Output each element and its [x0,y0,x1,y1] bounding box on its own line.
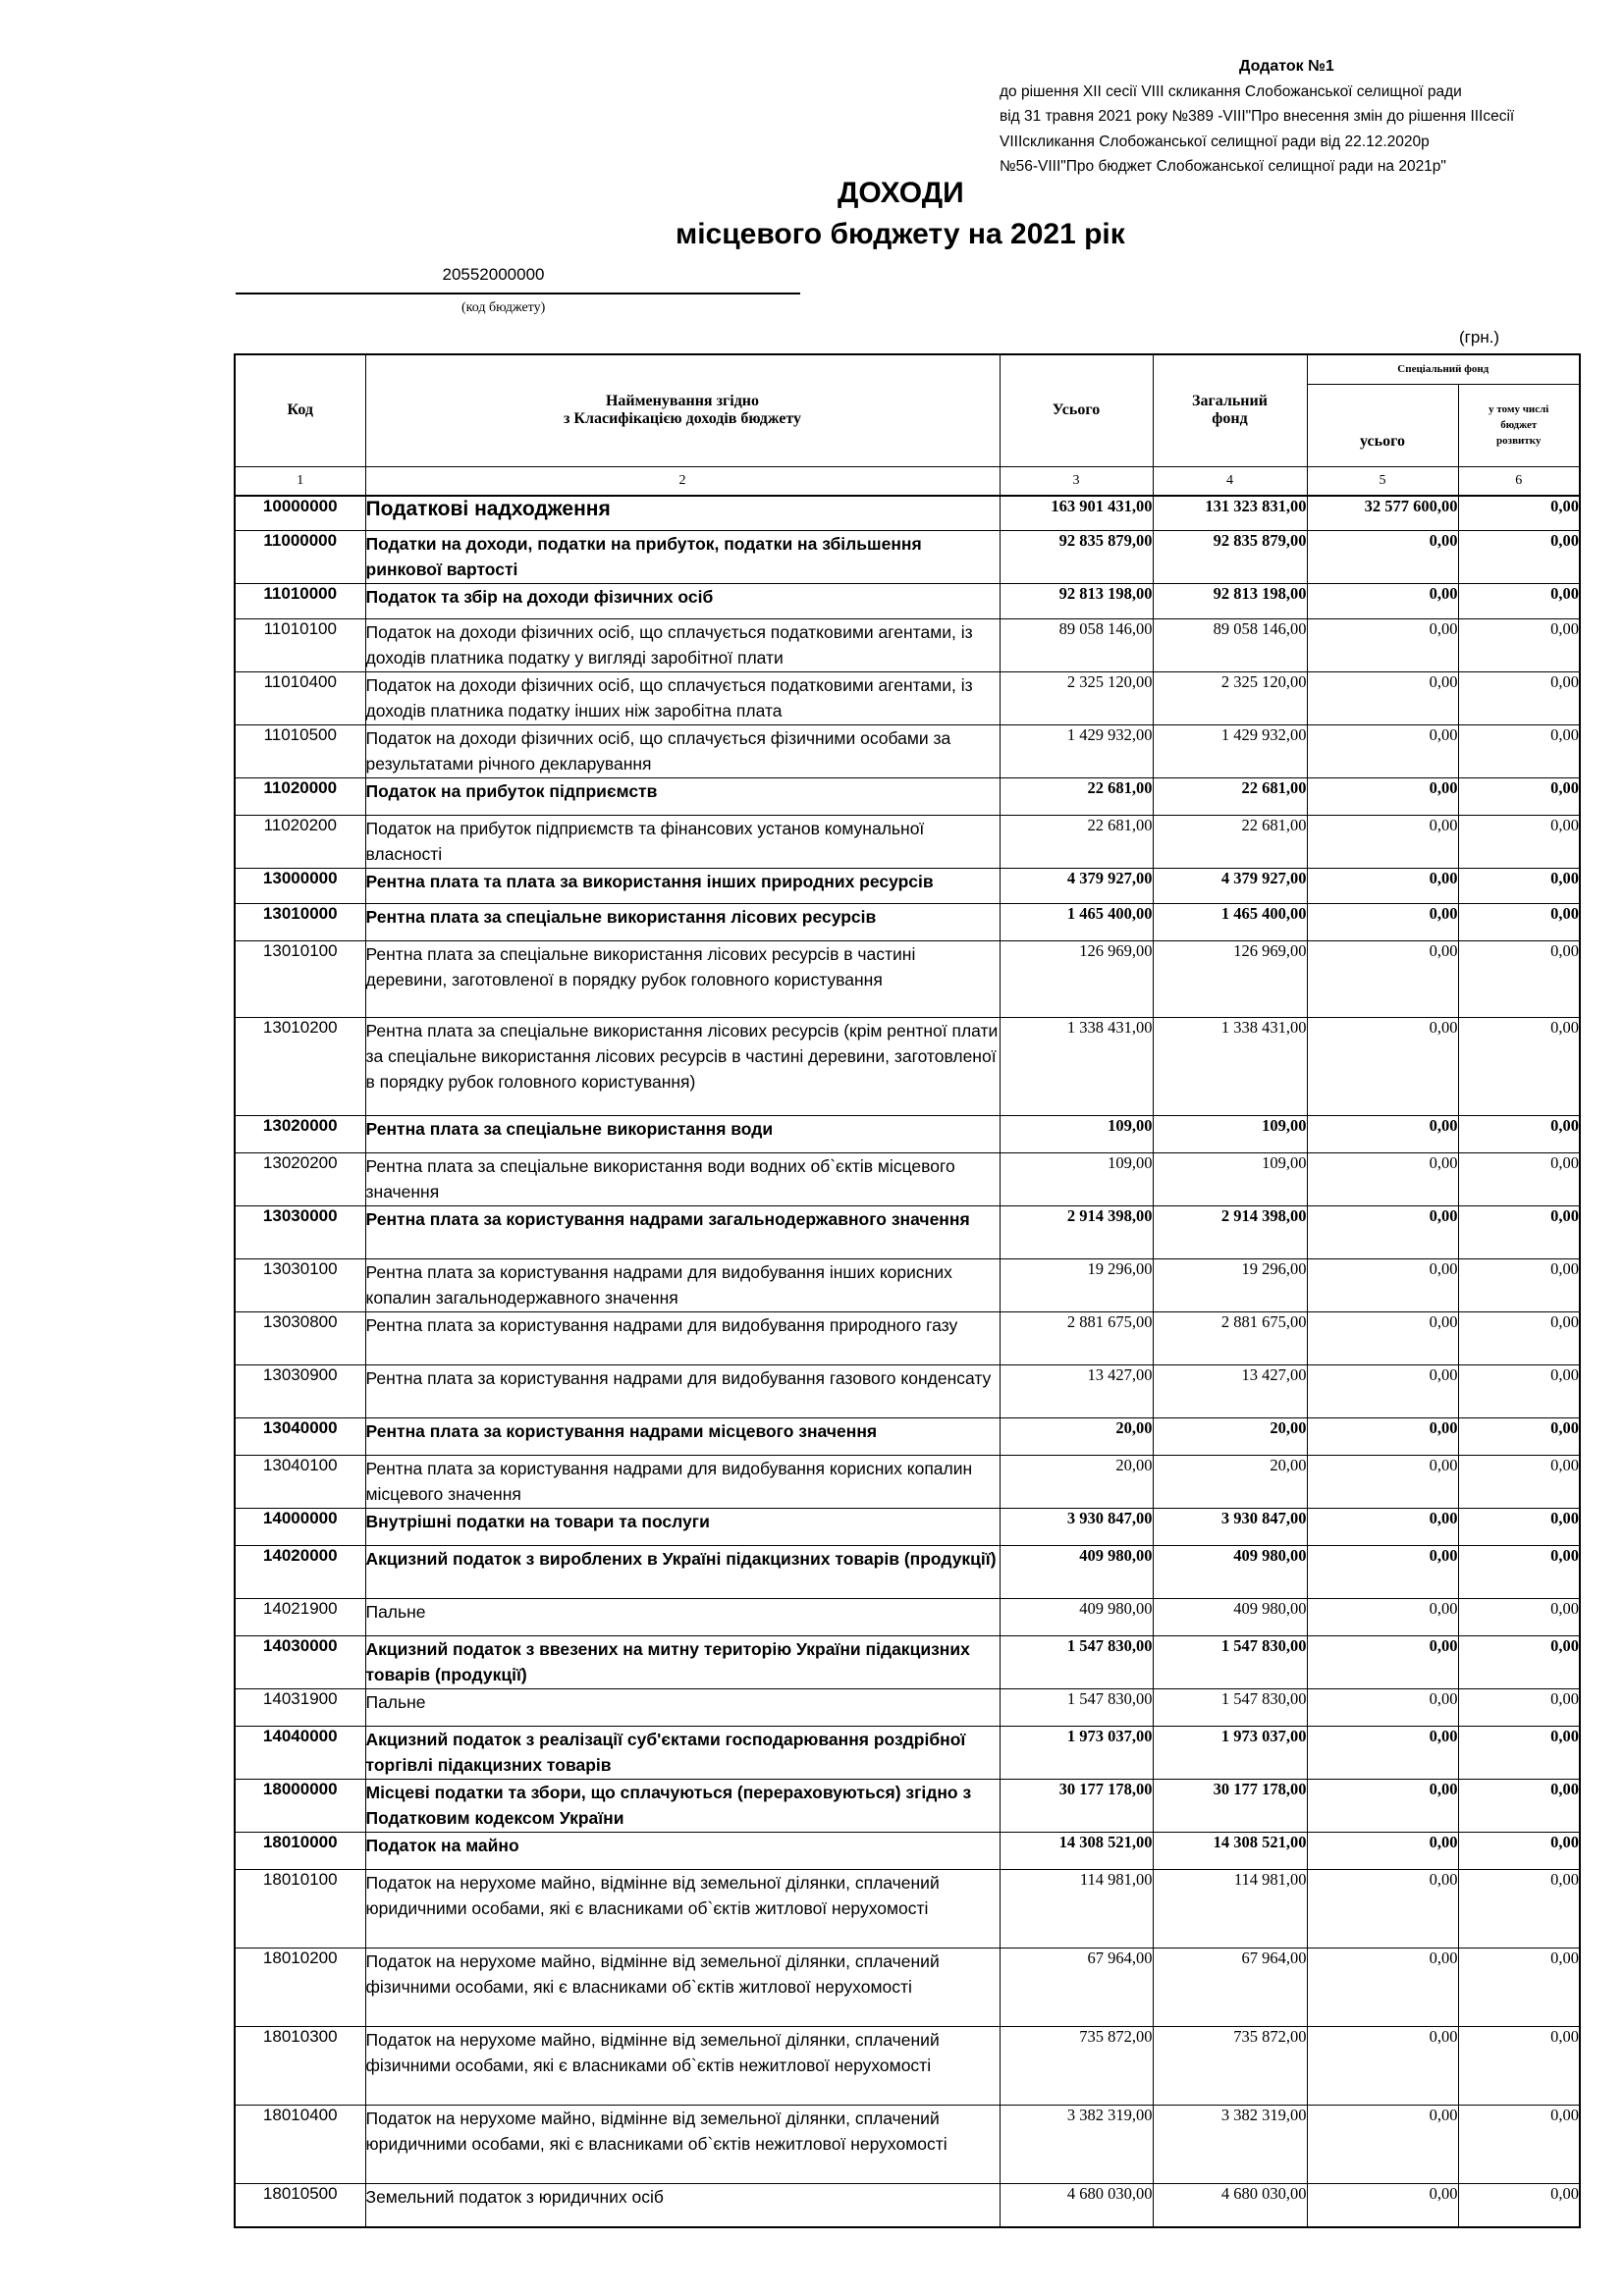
general-fund-cell: 1 547 830,00 [1153,1636,1307,1689]
name-cell: Податок на доходи фізичних осіб, що сплачується податковими агентами, із доходів платника податку у вигляді заробітної плати [365,619,1000,672]
code-cell: 18010500 [235,2184,365,2227]
header-special-fund: Спеціальний фонд [1307,354,1580,384]
special-fund-cell: 0,00 [1307,531,1458,584]
name-cell: Податки на доходи, податки на прибуток, податки на збільшення ринкової вартості [365,531,1000,584]
general-fund-cell: 14 308 521,00 [1153,1833,1307,1870]
special-fund-cell: 0,00 [1307,1949,1458,2027]
name-cell: Рентна плата за користування надрами загальнодержавного значення [365,1206,1000,1259]
special-fund-cell: 0,00 [1307,1833,1458,1870]
special-fund-cell: 0,00 [1307,1418,1458,1456]
header-code: Код [235,354,365,466]
table-row [235,904,1580,941]
special-fund-cell: 0,00 [1307,1018,1458,1116]
development-budget-cell: 0,00 [1458,1365,1580,1418]
special-fund-cell: 0,00 [1307,1365,1458,1418]
header-name [365,354,1000,466]
general-fund-cell: 2 325 120,00 [1153,672,1307,725]
special-fund-cell: 0,00 [1307,1727,1458,1780]
general-fund-cell: 22 681,00 [1153,816,1307,869]
code-cell: 18000000 [235,1780,365,1833]
code-cell: 11010400 [235,672,365,725]
addendum-block [1000,54,1589,180]
total-cell: 114 981,00 [1000,1870,1153,1949]
table-row [235,1870,1580,1949]
name-cell: Рентна плата за спеціальне використання води [365,1116,1000,1153]
general-fund-cell: 409 980,00 [1153,1546,1307,1599]
budget-code [236,265,800,294]
total-cell: 1 547 830,00 [1000,1689,1153,1727]
special-fund-cell: 0,00 [1307,725,1458,778]
code-cell: 13040100 [235,1456,365,1509]
name-cell: Рентна плата за користування надрами для видобування газового конденсату [365,1365,1000,1418]
general-fund-cell: 1 429 932,00 [1153,725,1307,778]
general-fund-cell: 3 382 319,00 [1153,2106,1307,2184]
general-fund-cell: 1 465 400,00 [1153,904,1307,941]
name-cell: Податок на нерухоме майно, відмінне від земельної ділянки, сплачений юридичними особами, які є власниками об`єктів житлової нерухомості [365,1870,1000,1949]
currency-unit: (грн.) [1459,328,1500,347]
code-cell: 14030000 [235,1636,365,1689]
general-fund-cell: 3 930 847,00 [1153,1509,1307,1546]
code-cell: 13000000 [235,869,365,904]
special-fund-cell: 0,00 [1307,1312,1458,1365]
development-budget-cell: 0,00 [1458,725,1580,778]
development-budget-cell: 0,00 [1458,1259,1580,1312]
name-cell: Рентна плата та плата за використання інших природних ресурсів [365,869,1000,904]
header-dev-line: у тому числі [1489,403,1549,415]
special-fund-cell: 0,00 [1307,778,1458,816]
general-fund-cell: 126 969,00 [1153,941,1307,1018]
development-budget-cell: 0,00 [1458,1418,1580,1456]
total-cell: 19 296,00 [1000,1259,1153,1312]
general-fund-cell: 1 338 431,00 [1153,1018,1307,1116]
table-row [235,1259,1580,1312]
name-cell: Пальне [365,1689,1000,1727]
total-cell: 3 382 319,00 [1000,2106,1153,2184]
name-cell: Рентна плата за користування надрами для видобування природного газу [365,1312,1000,1365]
document-subtitle: місцевого бюджету на 2021 рік [676,218,1125,250]
table-row [235,1780,1580,1833]
table-row [235,1116,1580,1153]
name-cell: Податок на майно [365,1833,1000,1870]
table-row [235,1599,1580,1636]
total-cell: 109,00 [1000,1116,1153,1153]
total-cell: 4 379 927,00 [1000,869,1153,904]
code-cell: 13010000 [235,904,365,941]
name-cell: Податок на доходи фізичних осіб, що сплачується фізичними особами за результатами річного декларування [365,725,1000,778]
development-budget-cell: 0,00 [1458,1116,1580,1153]
code-cell: 13030800 [235,1312,365,1365]
name-cell: Акцизний податок з реалізації суб'єктами господарювання роздрібної торгівлі підакцизних товарів [365,1727,1000,1780]
special-fund-cell: 0,00 [1307,1116,1458,1153]
column-number: 4 [1153,466,1307,496]
development-budget-cell: 0,00 [1458,1833,1580,1870]
special-fund-cell: 0,00 [1307,1456,1458,1509]
code-cell: 18010400 [235,2106,365,2184]
development-budget-cell: 0,00 [1458,1546,1580,1599]
code-cell: 13040000 [235,1418,365,1456]
total-cell: 20,00 [1000,1418,1153,1456]
general-fund-cell: 114 981,00 [1153,1870,1307,1949]
header-general-fund [1153,354,1307,466]
total-cell: 13 427,00 [1000,1365,1153,1418]
table-row [235,1689,1580,1727]
special-fund-cell: 0,00 [1307,816,1458,869]
general-fund-cell: 20,00 [1153,1456,1307,1509]
total-cell: 89 058 146,00 [1000,619,1153,672]
name-cell: Рентна плата за спеціальне використання лісових ресурсів в частині деревини, заготовленої в порядку рубок головного користування [365,941,1000,1018]
development-budget-cell: 0,00 [1458,1949,1580,2027]
special-fund-cell: 32 577 600,00 [1307,496,1458,531]
code-cell: 11000000 [235,531,365,584]
code-cell: 18010100 [235,1870,365,1949]
general-fund-cell: 89 058 146,00 [1153,619,1307,672]
code-cell: 13020200 [235,1153,365,1206]
special-fund-cell: 0,00 [1307,1509,1458,1546]
total-cell: 20,00 [1000,1456,1153,1509]
total-cell: 1 547 830,00 [1000,1636,1153,1689]
addendum-title: Додаток №1 [1239,58,1334,75]
total-cell: 1 429 932,00 [1000,725,1153,778]
header-name-line: Найменування згідно [605,393,760,410]
general-fund-cell: 2 914 398,00 [1153,1206,1307,1259]
header-dev-line: розвитку [1496,435,1542,447]
table-row [235,496,1580,531]
code-cell: 14031900 [235,1689,365,1727]
table-body [235,496,1580,2227]
general-fund-cell: 4 680 030,00 [1153,2184,1307,2227]
code-cell: 14021900 [235,1599,365,1636]
name-cell: Рентна плата за користування надрами для видобування корисних копалин місцевого значення [365,1456,1000,1509]
name-cell: Рентна плата за користування надрами для видобування інших корисних копалин загальнодержавного значення [365,1259,1000,1312]
special-fund-cell: 0,00 [1307,869,1458,904]
special-fund-cell: 0,00 [1307,941,1458,1018]
column-number: 2 [365,466,1000,496]
column-number: 1 [235,466,365,496]
table-row [235,1365,1580,1418]
code-cell: 11020000 [235,778,365,816]
header-name-line: з Класифікацією доходів бюджету [564,410,801,428]
name-cell: Податкові надходження [365,496,1000,531]
header-special-total: усього [1307,384,1458,466]
column-number: 6 [1458,466,1580,496]
total-cell: 22 681,00 [1000,816,1153,869]
development-budget-cell: 0,00 [1458,1312,1580,1365]
development-budget-cell: 0,00 [1458,1780,1580,1833]
general-fund-cell: 22 681,00 [1153,778,1307,816]
special-fund-cell: 0,00 [1307,1636,1458,1689]
development-budget-cell: 0,00 [1458,1636,1580,1689]
total-cell: 409 980,00 [1000,1546,1153,1599]
table-row [235,1456,1580,1509]
addendum-line: від 31 травня 2021 року №389 -VIII"Про внесення змін до рішення IIIсесії [1000,108,1515,125]
column-number: 5 [1307,466,1458,496]
general-fund-cell: 109,00 [1153,1116,1307,1153]
addendum-line: до рішення XII сесії VIII скликання Слобожанської селищної ради [1000,82,1462,100]
total-cell: 126 969,00 [1000,941,1153,1018]
development-budget-cell: 0,00 [1458,1599,1580,1636]
total-cell: 109,00 [1000,1153,1153,1206]
table-row [235,672,1580,725]
table-row [235,531,1580,584]
column-number: 3 [1000,466,1153,496]
name-cell: Місцеві податки та збори, що сплачуються (перераховуються) згідно з Податковим кодексом України [365,1780,1000,1833]
code-cell: 14040000 [235,1727,365,1780]
name-cell: Податок на нерухоме майно, відмінне від земельної ділянки, сплачений фізичними особами, які є власниками об`єктів нежитлової нерухомості [365,2027,1000,2106]
code-cell: 13030000 [235,1206,365,1259]
code-cell: 11010000 [235,584,365,619]
general-fund-cell: 109,00 [1153,1153,1307,1206]
development-budget-cell: 0,00 [1458,1727,1580,1780]
table-row [235,1949,1580,2027]
code-cell: 13020000 [235,1116,365,1153]
code-cell: 13030100 [235,1259,365,1312]
development-budget-cell: 0,00 [1458,1870,1580,1949]
addendum-line: VIIIскликання Слобожанської селищної ради від 22.12.2020р [1000,133,1430,150]
special-fund-cell: 0,00 [1307,904,1458,941]
total-cell: 4 680 030,00 [1000,2184,1153,2227]
code-cell: 11010100 [235,619,365,672]
name-cell: Земельний податок з юридичних осіб [365,2184,1000,2227]
name-cell: Акцизний податок з вироблених в Україні підакцизних товарів (продукції) [365,1546,1000,1599]
general-fund-cell: 1 547 830,00 [1153,1689,1307,1727]
code-cell: 14020000 [235,1546,365,1599]
table-row [235,2184,1580,2227]
header-total: Усього [1000,354,1153,466]
name-cell: Податок на прибуток підприємств та фінансових установ комунальної власності [365,816,1000,869]
general-fund-cell: 735 872,00 [1153,2027,1307,2106]
table-row [235,1833,1580,1870]
table-row [235,941,1580,1018]
table-row [235,1153,1580,1206]
general-fund-cell: 13 427,00 [1153,1365,1307,1418]
addendum-line: №56-VIII"Про бюджет Слобожанської селищної ради на 2021р" [1000,158,1446,175]
general-fund-cell: 20,00 [1153,1418,1307,1456]
total-cell: 67 964,00 [1000,1949,1153,2027]
general-fund-cell: 19 296,00 [1153,1259,1307,1312]
general-fund-cell: 92 813 198,00 [1153,584,1307,619]
code-cell: 18010300 [235,2027,365,2106]
header-general-line: фонд [1212,410,1248,428]
special-fund-cell: 0,00 [1307,1259,1458,1312]
development-budget-cell: 0,00 [1458,672,1580,725]
total-cell: 1 338 431,00 [1000,1018,1153,1116]
total-cell: 1 973 037,00 [1000,1727,1153,1780]
total-cell: 735 872,00 [1000,2027,1153,2106]
table-row [235,1018,1580,1116]
code-cell: 11020200 [235,816,365,869]
development-budget-cell: 0,00 [1458,1456,1580,1509]
special-fund-cell: 0,00 [1307,619,1458,672]
development-budget-cell: 0,00 [1458,584,1580,619]
table-row [235,778,1580,816]
total-cell: 30 177 178,00 [1000,1780,1153,1833]
development-budget-cell: 0,00 [1458,816,1580,869]
code-cell: 18010000 [235,1833,365,1870]
table-row [235,1509,1580,1546]
development-budget-cell: 0,00 [1458,869,1580,904]
general-fund-cell: 1 973 037,00 [1153,1727,1307,1780]
table-row [235,1546,1580,1599]
code-cell: 13030900 [235,1365,365,1418]
revenue-table [234,353,1581,2228]
development-budget-cell: 0,00 [1458,619,1580,672]
code-cell: 18010200 [235,1949,365,2027]
name-cell: Рентна плата за спеціальне використання лісових ресурсів [365,904,1000,941]
name-cell: Внутрішні податки на товари та послуги [365,1509,1000,1546]
total-cell: 3 930 847,00 [1000,1509,1153,1546]
name-cell: Пальне [365,1599,1000,1636]
table-row [235,1312,1580,1365]
development-budget-cell: 0,00 [1458,2184,1580,2227]
budget-code-note: (код бюджету) [461,300,546,315]
table-row [235,816,1580,869]
header-general-line: Загальний [1192,393,1268,410]
table-row [235,619,1580,672]
development-budget-cell: 0,00 [1458,941,1580,1018]
special-fund-cell: 0,00 [1307,1206,1458,1259]
general-fund-cell: 131 323 831,00 [1153,496,1307,531]
development-budget-cell: 0,00 [1458,904,1580,941]
total-cell: 92 813 198,00 [1000,584,1153,619]
code-cell: 11010500 [235,725,365,778]
header-dev-line: бюджет [1500,419,1538,431]
table-row [235,869,1580,904]
header-special-development [1458,384,1580,466]
budget-code-value: 20552000000 [442,265,545,284]
name-cell: Податок на доходи фізичних осіб, що сплачується податковими агентами, із доходів платника податку інших ніж заробітна плата [365,672,1000,725]
table-row [235,1418,1580,1456]
general-fund-cell: 67 964,00 [1153,1949,1307,2027]
development-budget-cell: 0,00 [1458,1689,1580,1727]
development-budget-cell: 0,00 [1458,496,1580,531]
total-cell: 163 901 431,00 [1000,496,1153,531]
special-fund-cell: 0,00 [1307,2027,1458,2106]
table-row [235,1636,1580,1689]
development-budget-cell: 0,00 [1458,1509,1580,1546]
total-cell: 22 681,00 [1000,778,1153,816]
special-fund-cell: 0,00 [1307,1153,1458,1206]
document-title: ДОХОДИ [838,177,964,209]
name-cell: Податок на нерухоме майно, відмінне від земельної ділянки, сплачений юридичними особами, які є власниками об`єктів нежитлової нерухомості [365,2106,1000,2184]
total-cell: 2 325 120,00 [1000,672,1153,725]
special-fund-cell: 0,00 [1307,1546,1458,1599]
total-cell: 1 465 400,00 [1000,904,1153,941]
development-budget-cell: 0,00 [1458,1206,1580,1259]
general-fund-cell: 409 980,00 [1153,1599,1307,1636]
name-cell: Податок на прибуток підприємств [365,778,1000,816]
name-cell: Акцизний податок з ввезених на митну територію України підакцизних товарів (продукції) [365,1636,1000,1689]
code-cell: 10000000 [235,496,365,531]
table-row [235,584,1580,619]
special-fund-cell: 0,00 [1307,1780,1458,1833]
table-row [235,725,1580,778]
name-cell: Рентна плата за спеціальне використання води водних об`єктів місцевого значення [365,1153,1000,1206]
name-cell: Податок та збір на доходи фізичних осіб [365,584,1000,619]
development-budget-cell: 0,00 [1458,778,1580,816]
name-cell: Рентна плата за спеціальне використання лісових ресурсів (крім рентної плати за спеціальне використання лісових ресурсів в частині деревини, заготовленої в порядку рубок головного користування) [365,1018,1000,1116]
table-row [235,2027,1580,2106]
special-fund-cell: 0,00 [1307,1870,1458,1949]
total-cell: 409 980,00 [1000,1599,1153,1636]
total-cell: 2 914 398,00 [1000,1206,1153,1259]
code-cell: 13010200 [235,1018,365,1116]
name-cell: Рентна плата за користування надрами місцевого значення [365,1418,1000,1456]
table-row [235,1206,1580,1259]
total-cell: 92 835 879,00 [1000,531,1153,584]
table-row [235,2106,1580,2184]
development-budget-cell: 0,00 [1458,1018,1580,1116]
general-fund-cell: 2 881 675,00 [1153,1312,1307,1365]
general-fund-cell: 4 379 927,00 [1153,869,1307,904]
special-fund-cell: 0,00 [1307,584,1458,619]
name-cell: Податок на нерухоме майно, відмінне від земельної ділянки, сплачений фізичними особами, які є власниками об`єктів житлової нерухомості [365,1949,1000,2027]
special-fund-cell: 0,00 [1307,1599,1458,1636]
special-fund-cell: 0,00 [1307,672,1458,725]
general-fund-cell: 92 835 879,00 [1153,531,1307,584]
development-budget-cell: 0,00 [1458,531,1580,584]
total-cell: 14 308 521,00 [1000,1833,1153,1870]
table-row [235,1727,1580,1780]
development-budget-cell: 0,00 [1458,2027,1580,2106]
development-budget-cell: 0,00 [1458,2106,1580,2184]
code-cell: 13010100 [235,941,365,1018]
general-fund-cell: 30 177 178,00 [1153,1780,1307,1833]
development-budget-cell: 0,00 [1458,1153,1580,1206]
special-fund-cell: 0,00 [1307,2106,1458,2184]
special-fund-cell: 0,00 [1307,2184,1458,2227]
code-cell: 14000000 [235,1509,365,1546]
special-fund-cell: 0,00 [1307,1689,1458,1727]
total-cell: 2 881 675,00 [1000,1312,1153,1365]
